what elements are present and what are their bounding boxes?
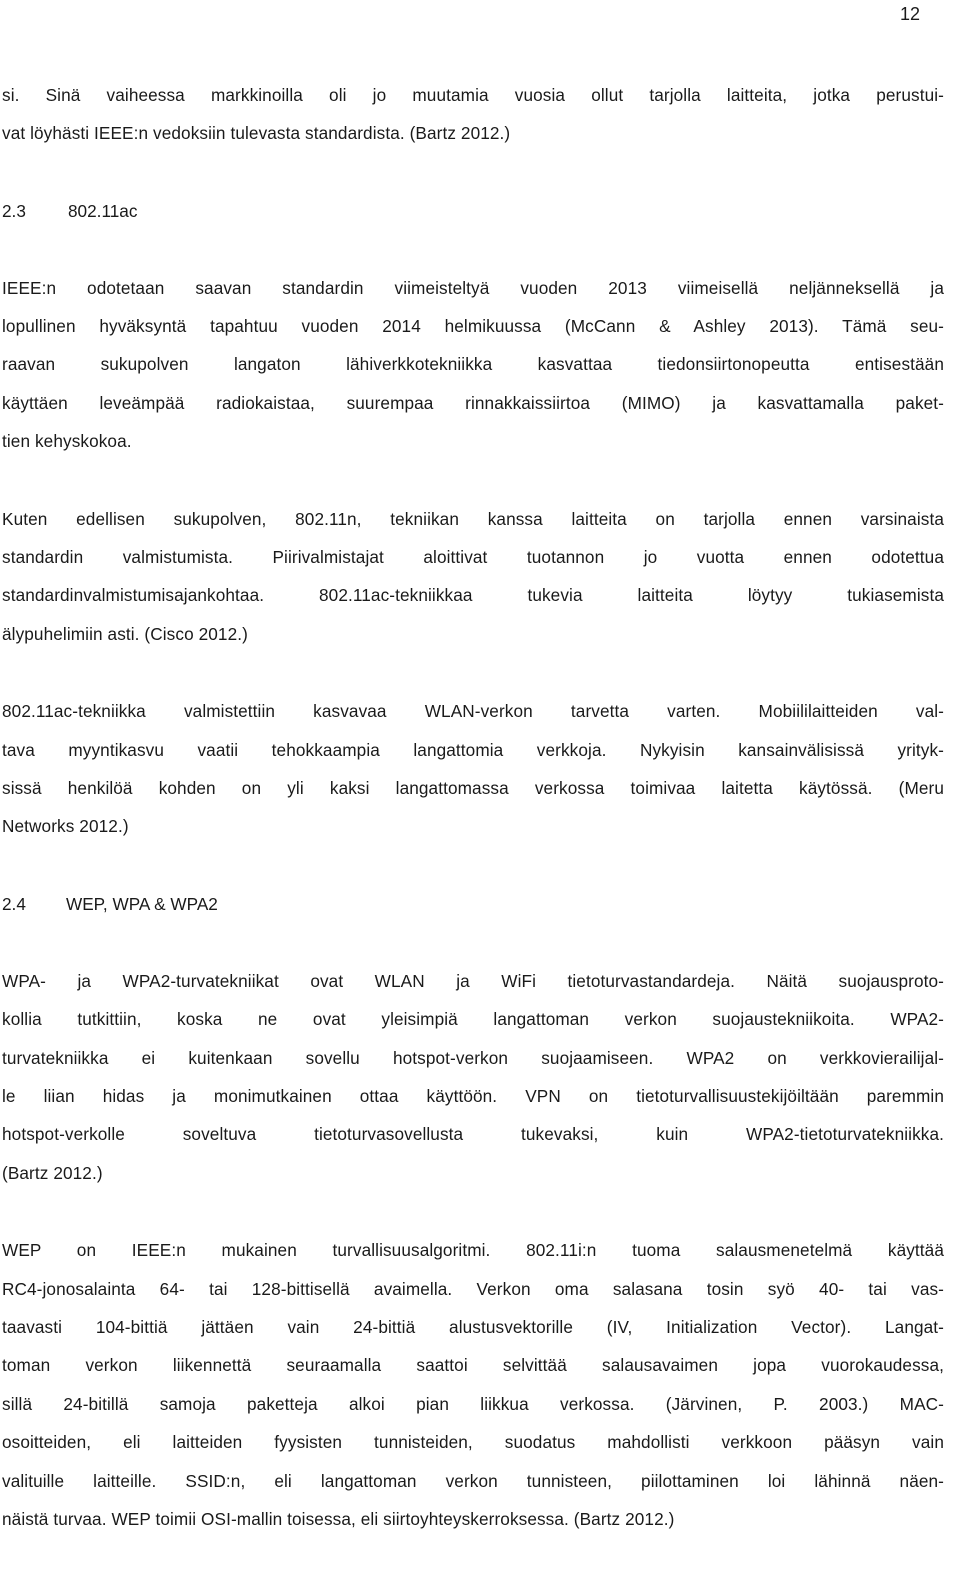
text-line: taavasti 104-bittiä jättäen vain 24-bittiä alustusvektorille (IV, Initialization Vector). Langat-	[2, 1316, 944, 1337]
text-line: toman verkon liikennettä seuraamalla saattoi selvittää salausavaimen jopa vuorokaudessa,	[2, 1355, 944, 1376]
paragraph-wlan-demand	[2, 692, 944, 846]
paragraph-802-11ac-standard	[2, 269, 944, 461]
text-line: si. Sinä vaiheessa markkinoilla oli jo muutamia vuosia ollut tarjolla laitteita, jotka perustui-	[2, 85, 944, 105]
text-line: Kuten edellisen sukupolven, 802.11n, tekniikan kanssa laitteita on tarjolla ennen varsinaista	[2, 508, 944, 529]
text-line: kollia tutkittiin, koska ne ovat yleisimpiä langattoman verkon suojaustekniikoita. WPA2-	[2, 1009, 944, 1030]
text-line: turvatekniikka ei kuitenkaan sovellu hotspot-verkon suojaamiseen. WPA2 on verkkovierailijal-	[2, 1047, 944, 1068]
text-line: standardinvalmistumisajankohtaa. 802.11ac-tekniikkaa tukevia laitteita löytyy tukiasemista	[2, 585, 944, 606]
text-line: tien kehyskokoa.	[2, 431, 132, 452]
text-line: WEP on IEEE:n mukainen turvallisuusalgoritmi. 802.11i:n tuoma salausmenetelmä käyttää	[2, 1240, 944, 1261]
paragraph-early-devices	[2, 500, 944, 654]
text-line: WPA- ja WPA2-turvatekniikat ovat WLAN ja WiFi tietoturvastandardeja. Näitä suojausproto-	[2, 970, 944, 991]
text-line: RC4-jonosalainta 64- tai 128-bittisellä avaimella. Verkon oma salasana tosin syö 40- tai vas-	[2, 1278, 944, 1299]
text-line: sillä 24-bitillä samoja paketteja alkoi pian liikkua verkossa. (Järvinen, P. 2003.) MAC-	[2, 1393, 944, 1414]
text-line: raavan sukupolven langaton lähiverkkotekniikka kasvattaa tiedonsiirtonopeutta entisestään	[2, 354, 944, 375]
text-line: standardin valmistumista. Piirivalmistajat aloittivat tuotannon jo vuotta ennen odotettua	[2, 547, 944, 568]
section-title: 802.11ac	[68, 200, 138, 221]
section-number: 2.4	[2, 893, 26, 914]
paragraph-wep	[2, 1231, 944, 1538]
text-line: Networks 2012.)	[2, 816, 129, 837]
text-line: vat löyhästi IEEE:n vedoksiin tulevasta standardista. (Bartz 2012.)	[2, 123, 511, 144]
page-number: 12	[899, 4, 920, 24]
text-line: le liian hidas ja monimutkainen ottaa käyttöön. VPN on tietoturvallisuustekijöiltään paremmin	[2, 1085, 944, 1106]
text-line: 802.11ac-tekniikka valmistettiin kasvavaa WLAN-verkon tarvetta varten. Mobiililaitteiden val-	[2, 701, 944, 722]
paragraph-intro-continuation	[2, 76, 944, 153]
document-body	[2, 76, 944, 1538]
section-heading-2-4	[2, 885, 944, 923]
text-line: tava myyntikasvu vaatii tehokkaampia langattomia verkkoja. Nykyisin kansainvälisissä yrityk-	[2, 739, 944, 760]
text-line: lopullinen hyväksyntä tapahtuu vuoden 2014 helmikuussa (McCann & Ashley 2013). Tämä seu-	[2, 316, 944, 337]
paragraph-wpa	[2, 962, 944, 1192]
section-heading-2-3	[2, 192, 944, 230]
text-line: osoitteiden, eli laitteiden fyysisten tunnisteiden, suodatus mahdollisti verkkoon pääsyn vain	[2, 1432, 944, 1453]
text-line: käyttäen leveämpää radiokaistaa, suurempaa rinnakkaissiirtoa (MIMO) ja kasvattamalla paket-	[2, 392, 944, 413]
text-line: hotspot-verkolle soveltuva tietoturvasovellusta tukevaksi, kuin WPA2-tietoturvatekniikka.	[2, 1124, 944, 1145]
text-line: sissä henkilöä kohden on yli kaksi langattomassa verkossa toimivaa laitetta käytössä. (Meru	[2, 778, 944, 799]
text-line: näistä turvaa. WEP toimii OSI-mallin toisessa, eli siirtoyhteyskerroksessa. (Bartz 2012.)	[2, 1508, 675, 1529]
section-title: WEP, WPA & WPA2	[66, 893, 218, 914]
section-number: 2.3	[2, 200, 26, 221]
text-line: älypuhelimiin asti. (Cisco 2012.)	[2, 623, 248, 644]
text-line: IEEE:n odotetaan saavan standardin viimeisteltyä vuoden 2013 viimeisellä neljänneksellä ja	[2, 277, 944, 298]
text-line: valituille laitteille. SSID:n, eli langattoman verkon tunnisteen, piilottaminen loi lähinnä näen-	[2, 1470, 944, 1491]
text-line: (Bartz 2012.)	[2, 1162, 103, 1183]
